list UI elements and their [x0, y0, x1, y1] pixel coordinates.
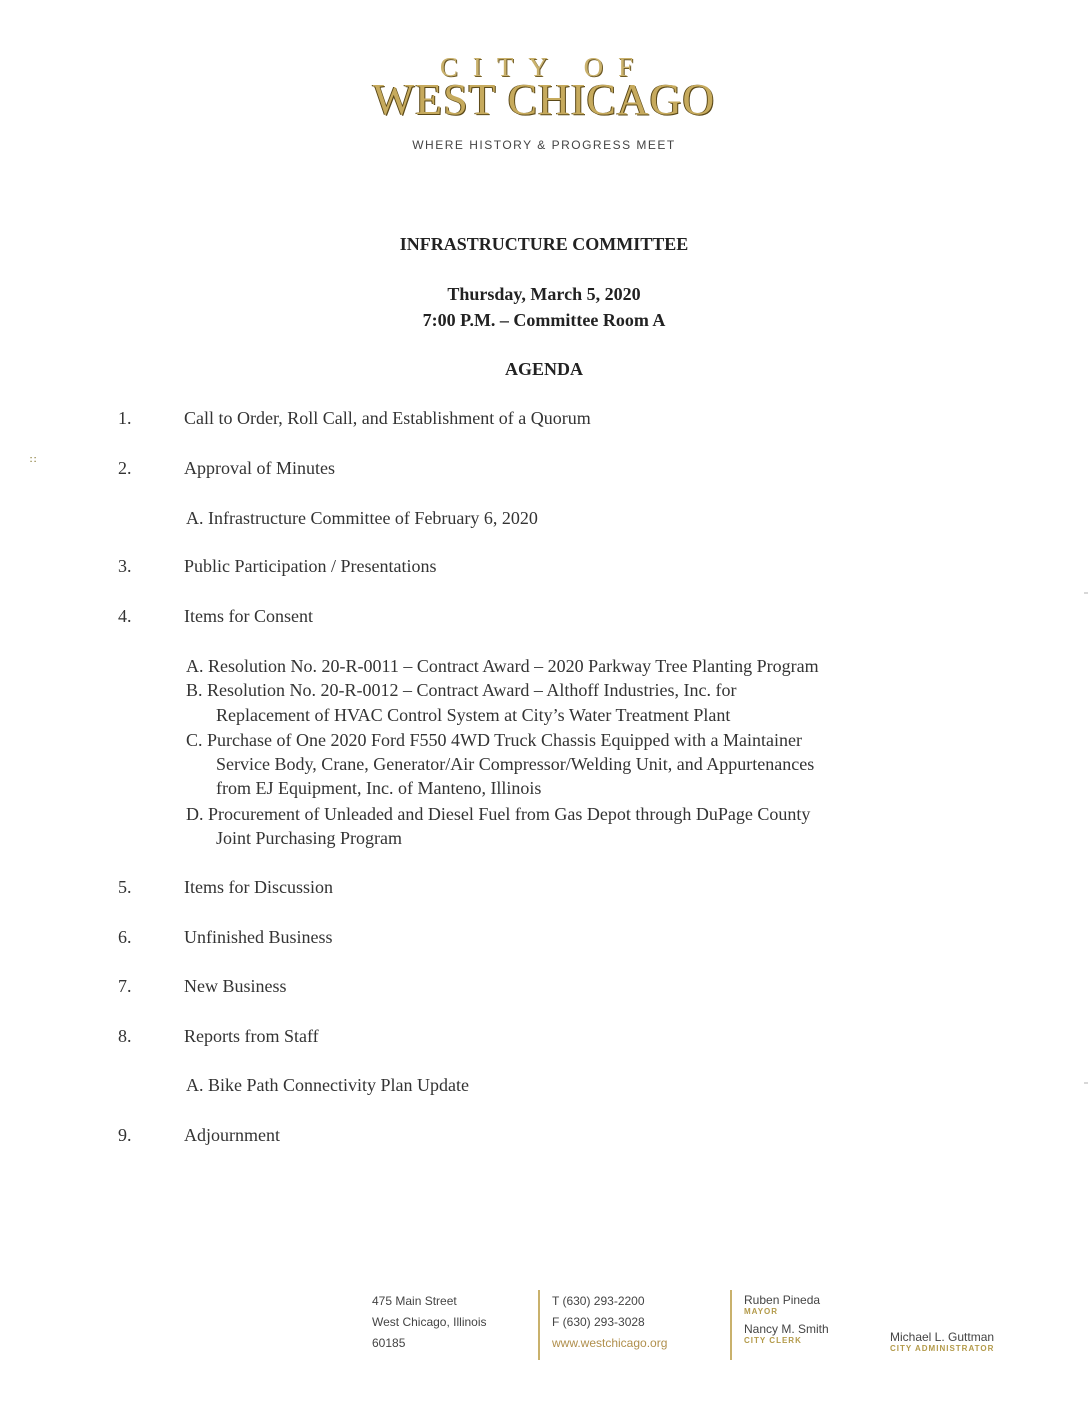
meeting-date: Thursday, March 5, 2020 — [447, 284, 641, 304]
clerk-name: Nancy M. Smith — [744, 1322, 829, 1336]
item-number: 1. — [118, 408, 132, 428]
mayor-name: Ruben Pineda — [744, 1293, 821, 1307]
item-number: 9. — [118, 1125, 132, 1145]
footer-divider — [538, 1290, 540, 1360]
agenda-subitem: D. Procurement of Unleaded and Diesel Fuel from Gas Depot through DuPage County — [186, 804, 811, 824]
agenda-subitem: A. Resolution No. 20-R-0011 – Contract Award – 2020 Parkway Tree Planting Program — [186, 656, 819, 676]
committee-title: INFRASTRUCTURE COMMITTEE — [399, 234, 689, 254]
agenda-item: Public Participation / Presentations — [184, 556, 437, 576]
agenda-subitem: A. Infrastructure Committee of February 6, 2020 — [186, 508, 538, 528]
address-city: West Chicago, Illinois — [372, 1315, 487, 1329]
meeting-time-place: 7:00 P.M. – Committee Room A — [422, 310, 666, 330]
item-number: 5. — [118, 877, 132, 897]
footer-address — [372, 1291, 487, 1354]
footer-divider — [730, 1290, 732, 1360]
item-number: 2. — [118, 458, 132, 478]
agenda-heading: AGENDA — [504, 359, 583, 379]
agenda-item: Unfinished Business — [184, 927, 333, 947]
agenda-item: Approval of Minutes — [184, 458, 335, 478]
scan-edge-mark — [1084, 592, 1088, 594]
logo-west-chicago: WEST CHICAGO — [372, 75, 716, 124]
logo-city-of: CITY OF — [439, 52, 649, 82]
agenda-subitem: B. Resolution No. 20-R-0012 – Contract Award – Althoff Industries, Inc. for — [186, 680, 737, 700]
clerk-role: CITY CLERK — [744, 1336, 802, 1345]
item-number: 8. — [118, 1026, 132, 1046]
agenda-item: Reports from Staff — [184, 1026, 319, 1046]
agenda-subitem-continued: Replacement of HVAC Control System at City’s Water Treatment Plant — [216, 705, 731, 725]
item-number: 3. — [118, 556, 132, 576]
agenda-subitem-continued: from EJ Equipment, Inc. of Manteno, Illinois — [216, 778, 542, 798]
fax-number: F (630) 293-3028 — [552, 1315, 645, 1329]
tagline: WHERE HISTORY & PROGRESS MEET — [412, 138, 676, 152]
phone-number: T (630) 293-2200 — [552, 1294, 645, 1308]
address-zip: 60185 — [372, 1336, 406, 1350]
footer-officials — [744, 1293, 829, 1351]
scan-edge-mark — [1084, 1082, 1088, 1084]
agenda-subitem: A. Bike Path Connectivity Plan Update — [186, 1075, 469, 1095]
administrator-role: CITY ADMINISTRATOR — [890, 1344, 995, 1353]
item-number: 7. — [118, 976, 132, 996]
agenda-item: Adjournment — [184, 1125, 280, 1145]
item-number: 4. — [118, 606, 132, 626]
agenda-subitem-continued: Service Body, Crane, Generator/Air Compressor/Welding Unit, and Appurtenances — [216, 754, 815, 774]
agenda-item: New Business — [184, 976, 287, 996]
agenda-subitem: C. Purchase of One 2020 Ford F550 4WD Truck Chassis Equipped with a Maintainer — [186, 730, 802, 750]
agenda-item: Items for Discussion — [184, 877, 333, 897]
footer-administrator — [890, 1330, 994, 1359]
mayor-role: MAYOR — [744, 1307, 779, 1316]
administrator-name: Michael L. Guttman — [890, 1330, 995, 1344]
item-number: 6. — [118, 927, 132, 947]
footer-contact — [552, 1291, 667, 1354]
agenda-item: Items for Consent — [184, 606, 313, 626]
agenda-item: Call to Order, Roll Call, and Establishment of a Quorum — [184, 408, 591, 428]
agenda-subitem-continued: Joint Purchasing Program — [216, 828, 402, 848]
address-street: 475 Main Street — [372, 1294, 457, 1308]
website-link[interactable]: www.westchicago.org — [552, 1336, 668, 1350]
scan-speck: ∷ — [30, 455, 37, 466]
